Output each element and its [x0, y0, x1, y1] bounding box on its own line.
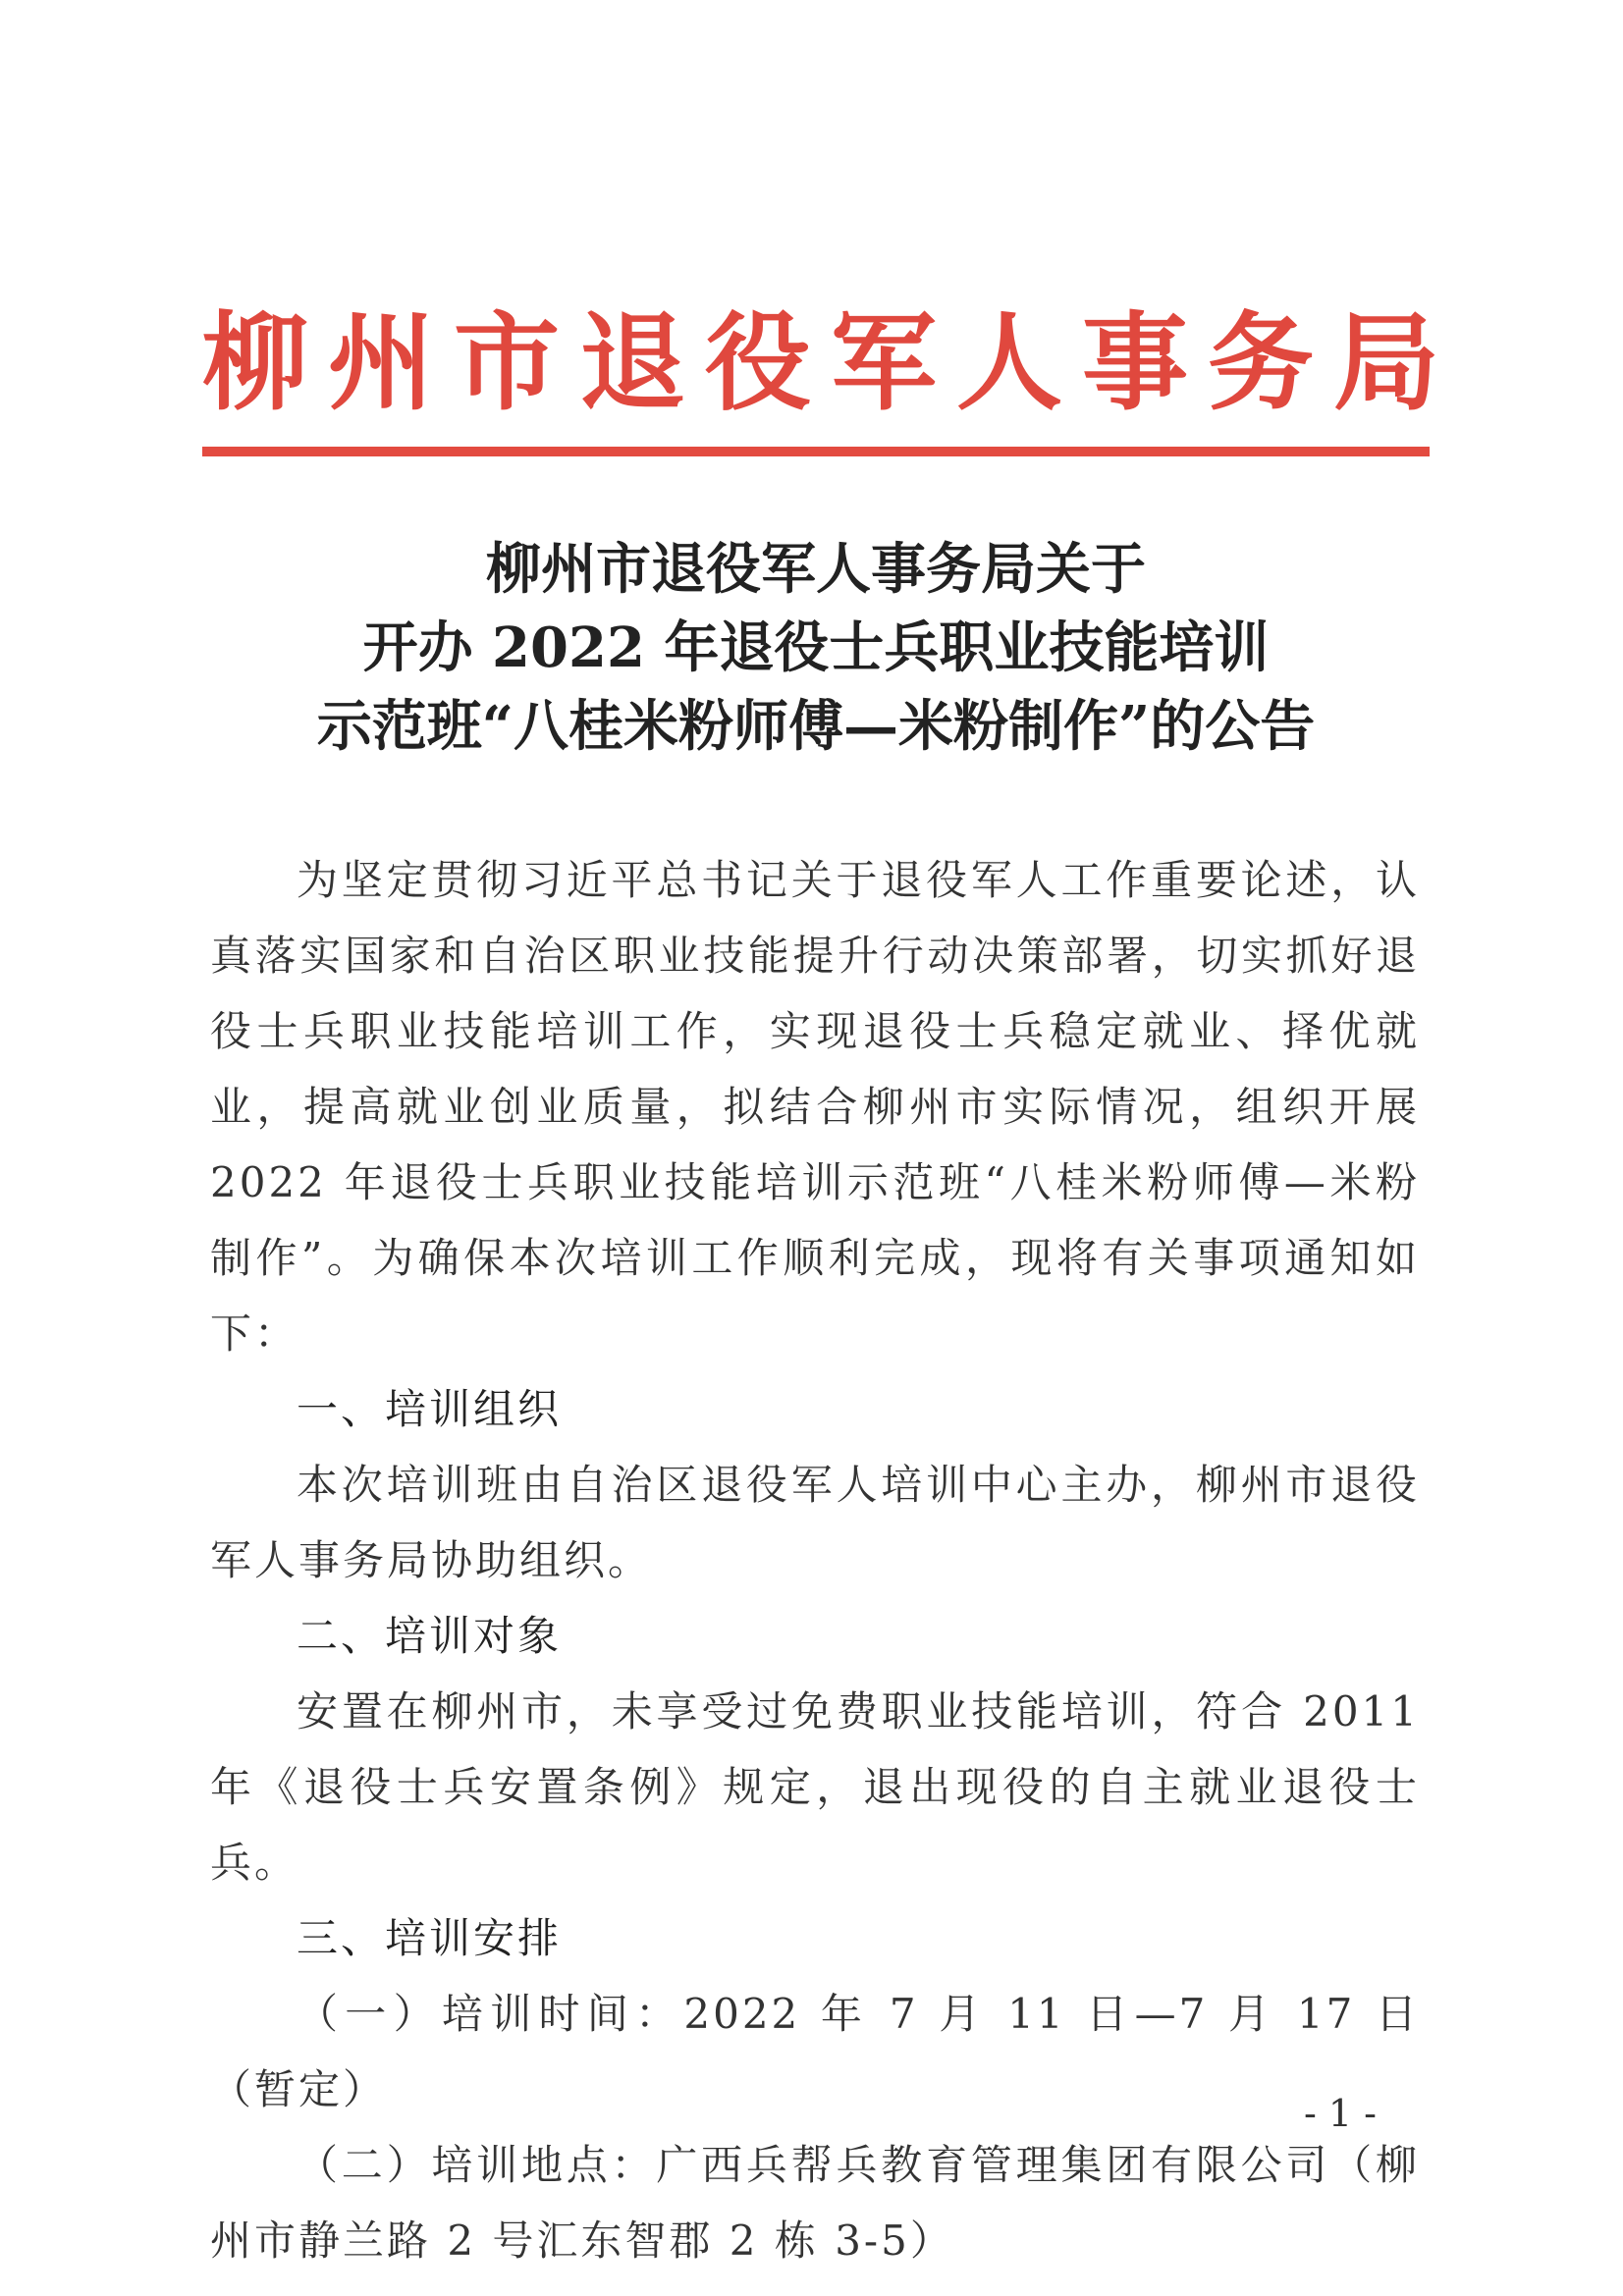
section-heading-arrangement: 三、培训安排 — [297, 1914, 563, 1962]
title-line-1: 柳州市退役军人事务局关于 — [486, 537, 1146, 602]
arrangement-item-location: （二）培训地点：广西兵帮兵教育管理集团有限公司（柳州市静兰路 2 号汇东智郡 2 栋 3-5） — [210, 2141, 1420, 2265]
page-number: - 1 - — [1303, 2092, 1377, 2135]
title-line-2: 开办 2022 年退役士兵职业技能培训 — [362, 615, 1270, 680]
document-title — [202, 530, 1430, 766]
section-text-participants: 安置在柳州市，未享受过免费职业技能培训，符合 2011 年《退役士兵安置条例》规定，退出现役的自主就业退役士兵。 — [210, 1687, 1420, 1887]
section-heading-participants: 二、培训对象 — [297, 1612, 563, 1660]
section-text-organization: 本次培训班由自治区退役军人培训中心主办，柳州市退役军人事务局协助组织。 — [210, 1461, 1420, 1584]
red-header-rule — [202, 447, 1430, 456]
title-line-3: 示范班“八桂米粉师傅—米粉制作”的公告 — [316, 694, 1316, 759]
document-body — [210, 842, 1420, 2278]
issuing-org-header: 柳州市退役军人事务局 — [202, 301, 1460, 425]
arrangement-item-time: （一）培训时间：2022 年 7 月 11 日—7 月 17 日（暂定） — [210, 1990, 1420, 2113]
section-heading-organization: 一、培训组织 — [297, 1385, 563, 1433]
intro-paragraph: 为坚定贯彻习近平总书记关于退役军人工作重要论述，认真落实国家和自治区职业技能提升行动决策部署，切实抓好退役士兵职业技能培训工作，实现退役士兵稳定就业、择优就业，提高就业创业质量，拟结合柳州市实际情况，组织开展 2022 年退役士兵职业技能培训示范班“八桂米粉师傅—米粉制作”。为确保本次培训工作顺利完成，现将有关事项通知如下： — [210, 856, 1420, 1358]
